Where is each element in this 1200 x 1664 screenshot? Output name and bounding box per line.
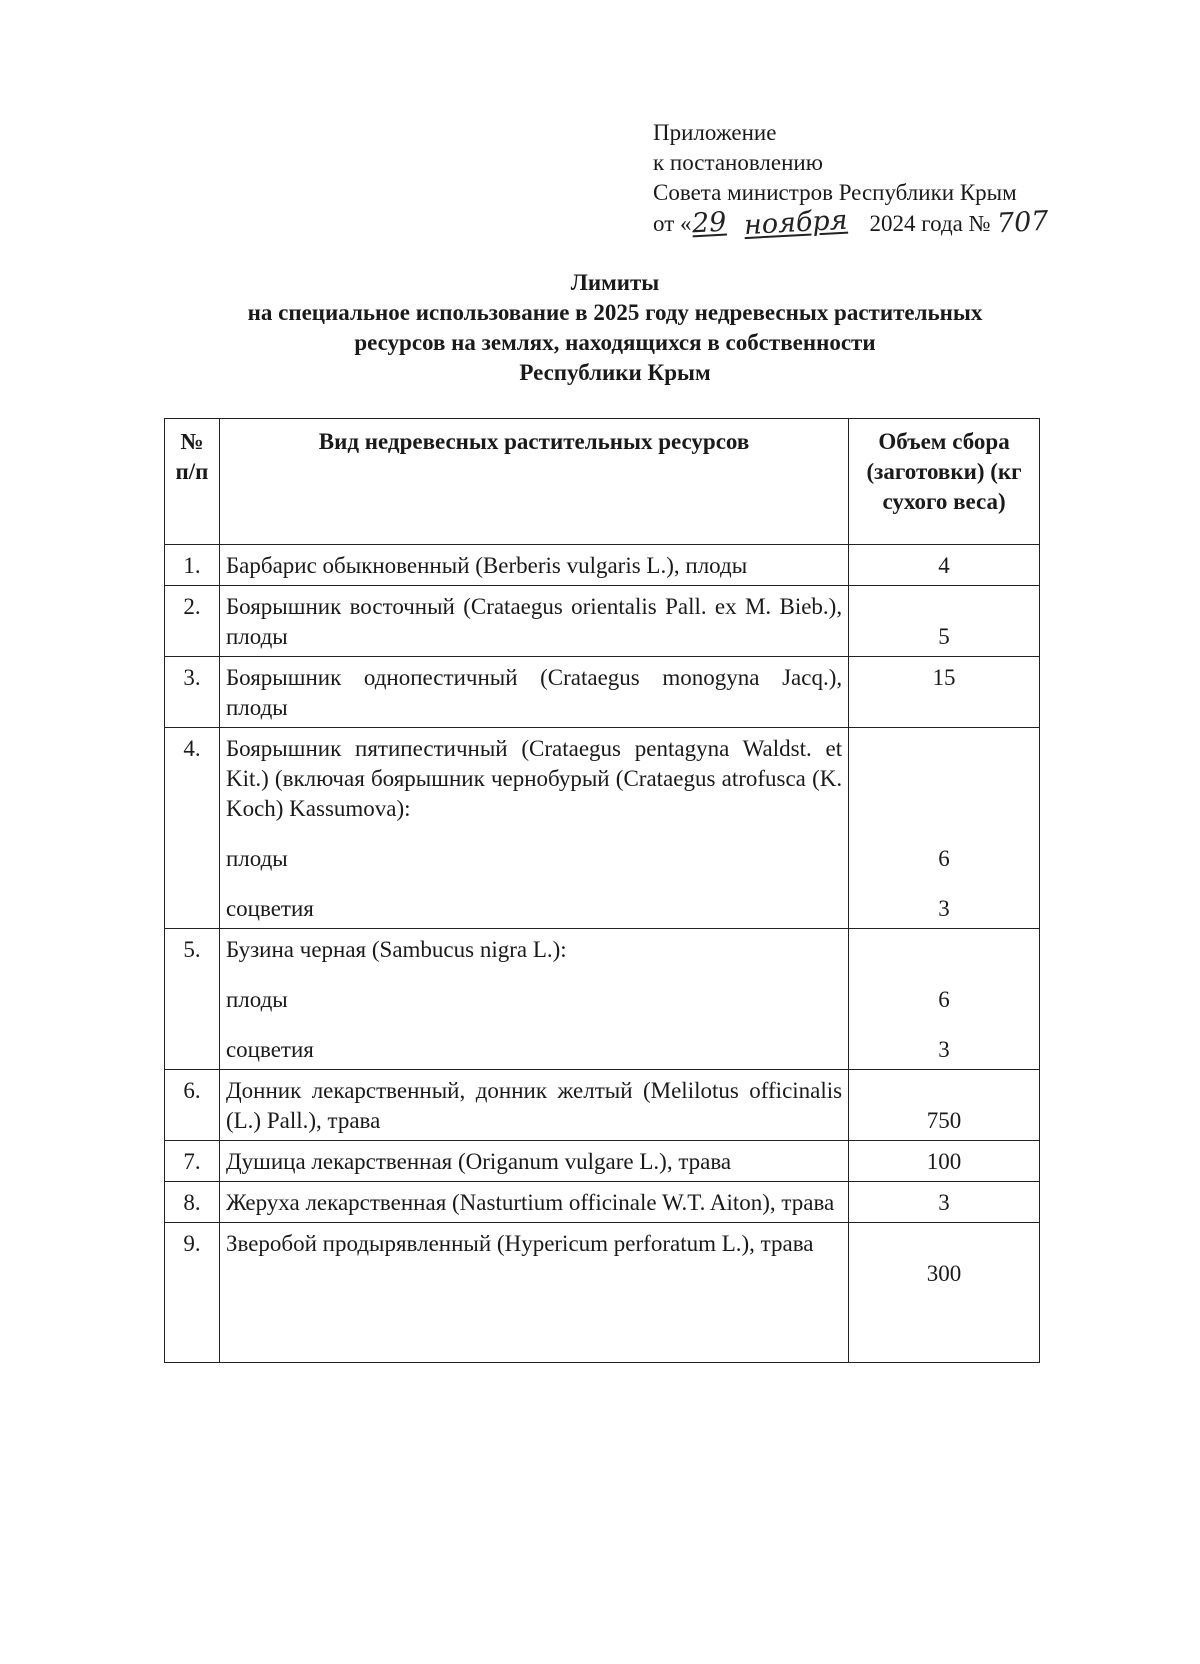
- table-row: [165, 728, 1040, 929]
- row-volume: 15: [849, 657, 1040, 728]
- table-row: [165, 657, 1040, 728]
- sub-item-label: плоды: [225, 846, 288, 871]
- handwritten-day: 29: [690, 206, 727, 240]
- handwritten-month: ноября: [742, 204, 848, 242]
- row-num: 1.: [165, 545, 220, 586]
- title-line-1: Лимиты: [570, 270, 660, 295]
- row-volume-cell: [849, 1223, 1040, 1363]
- row-volume-sub: [849, 929, 1040, 1070]
- sub-item-label: соцветия: [225, 1037, 314, 1062]
- row-volume-sub: [849, 728, 1040, 929]
- row-num: 7.: [165, 1141, 220, 1182]
- handwritten-decree-number: 707: [995, 205, 1049, 240]
- table-row: [165, 1141, 1040, 1182]
- table-row: [165, 1182, 1040, 1223]
- row-num: 3.: [165, 657, 220, 728]
- sub-item-label: соцветия: [225, 896, 314, 921]
- row-name-with-sub: [219, 929, 848, 1070]
- row-num: 4.: [165, 728, 220, 929]
- row-name-with-sub: [219, 728, 848, 929]
- row-name: Барбарис обыкновенный (Berberis vulgaris L.), плоды: [219, 545, 848, 586]
- row-volume: 5: [849, 586, 1040, 657]
- title-line-2: на специальное использование в 2025 году недревесных растительных: [247, 300, 983, 325]
- row-volume: 100: [849, 1141, 1040, 1182]
- table-row: [165, 586, 1040, 657]
- row-volume: 3: [849, 1182, 1040, 1223]
- row-name: Душица лекарственная (Origanum vulgare L.), трава: [219, 1141, 848, 1182]
- title-line-3: ресурсов на землях, находящихся в собственности: [354, 330, 876, 355]
- sub-item-label: плоды: [225, 987, 288, 1012]
- annex-block: [653, 118, 1049, 242]
- annex-line-3: Совета министров Республики Крым: [653, 180, 1017, 205]
- table-row: [165, 1070, 1040, 1141]
- document-title: [150, 268, 1080, 388]
- row-num: 5.: [165, 929, 220, 1070]
- row-name: Жеруха лекарственная (Nasturtium officinale W.T. Aiton), трава: [219, 1182, 848, 1223]
- row-name: Боярышник однопестичный (Crataegus monogyna Jacq.), плоды: [219, 657, 848, 728]
- row-volume: 750: [849, 1070, 1040, 1141]
- annex-line-1: Приложение: [653, 120, 777, 145]
- row-name: Бузина черная (Sambucus nigra L.):: [225, 937, 567, 962]
- sub-item-volume: 3: [938, 896, 950, 921]
- row-name: Донник лекарственный, донник желтый (Melilotus officinalis (L.) Pall.), трава: [219, 1070, 848, 1141]
- row-name: Боярышник восточный (Crataegus orientalis Pall. ex M. Bieb.), плоды: [219, 586, 848, 657]
- table-row: [165, 1223, 1040, 1363]
- limits-table: [164, 418, 1040, 1363]
- row-num: 9.: [165, 1223, 220, 1363]
- row-volume: 4: [849, 545, 1040, 586]
- sub-item-volume: 3: [938, 1037, 950, 1062]
- row-num: 6.: [165, 1070, 220, 1141]
- header-num: № п/п: [165, 419, 220, 545]
- row-volume: 300: [926, 1261, 962, 1286]
- sub-item-volume: 6: [938, 846, 950, 871]
- row-num: 8.: [165, 1182, 220, 1223]
- header-volume: Объем сбора (заготовки) (кг сухого веса): [849, 419, 1040, 545]
- row-num: 2.: [165, 586, 220, 657]
- annex-date-line: [653, 204, 1049, 242]
- row-name: Зверобой продырявленный (Hypericum perforatum L.), трава: [219, 1223, 848, 1363]
- table-header-row: [165, 419, 1040, 545]
- sub-item-volume: 6: [938, 987, 950, 1012]
- table-row: [165, 929, 1040, 1070]
- title-line-4: Республики Крым: [519, 360, 711, 385]
- annex-line-2: к постановлению: [653, 150, 823, 175]
- table-row: [165, 545, 1040, 586]
- header-name: Вид недревесных растительных ресурсов: [219, 419, 848, 545]
- row-name: Боярышник пятипестичный (Crataegus pentagyna Waldst. et Kit.) (включая боярышник чернобурый (Crataegus atrofusca (K. Koch) Kassumova):: [225, 736, 843, 821]
- date-year-text: 2024 года №: [869, 211, 991, 236]
- date-prefix: от «: [653, 211, 692, 236]
